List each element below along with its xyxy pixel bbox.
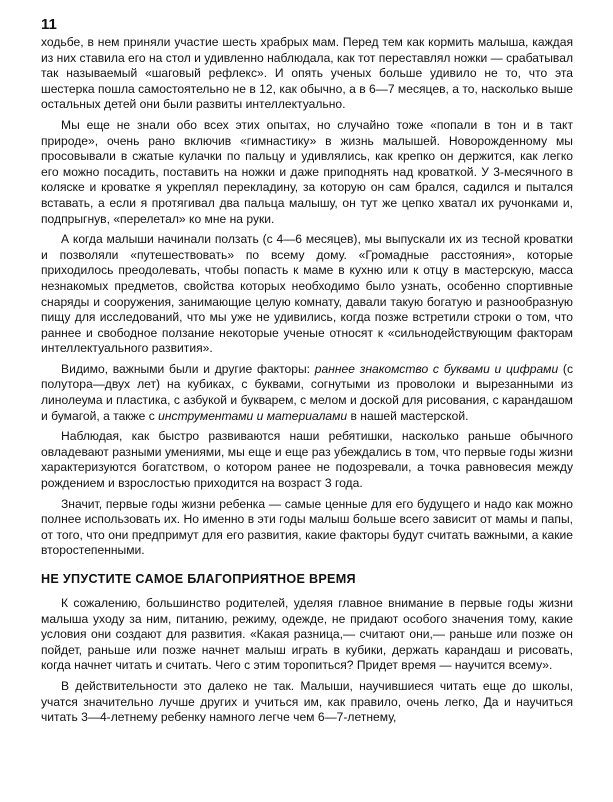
paragraph-factors xyxy=(41,362,573,424)
page-number: 11 xyxy=(41,16,57,33)
factors-text-3: в нашей мастерской. xyxy=(347,408,469,423)
factors-text-1: Видимо, важными были и другие факторы: xyxy=(61,361,315,376)
paragraph-crawling: А когда малыши начинали ползать (с 4—6 месяцев), мы выпускали их из тесной кроватки и позволяли «путешествовать» по всему дому. «Громадные расстояния», которые приходилось преодолевать, чтобы попасть к маме в кухню или к отцу в мастерскую, масса незнакомых предметов, свойства которых необходимо было узнать, особенно спортивные снаряды и сооружения, занимающие целую комнату, давали такую богатую и разнообразную пищу для исследований, что мы уже не удивились, когда позже встретили строки о том, что раннее и свободное ползание некоторые ученые относят к «сильнодействующим факторам интеллектуального развития». xyxy=(41,232,573,356)
factors-text-2: (с полутора—двух лет) на кубиках, с буквами, согнутыми из проволоки и вырезанными из линолеума и пластика, с азбукой и букварем, с мелом и доской для рисования, с карандашом и бумагой, а также с xyxy=(41,361,574,423)
paragraph-parents: К сожалению, большинство родителей, уделяя главное внимание в первые годы жизни малыша уходу за ним, питанию, режиму, одежде, не придают особого значения тому, какие условия они создают для развития. «Какая разница,— считают они,— раньше или позже он пойдет, раньше или позже начнет малыш играть в кубики, держать карандаш и рисовать, когда начнет читать и считать. Чего с этим торопиться? Придет время — научится всему». xyxy=(41,596,573,673)
paragraph-observation: Наблюдая, как быстро развиваются наши ребятишки, насколько раньше обычного овладевают разными умениями, мы еще и еще раз убеждались в том, что первые годы жизни характеризуются богатством, о котором ранее не подозревали, а точка равновесия между рождением и взрослостью приходится на возраст 3 года. xyxy=(41,429,573,491)
factors-emphasis-tools: инструментами и материалами xyxy=(158,408,348,423)
section-heading: НЕ УПУСТИТЕ САМОЕ БЛАГОПРИЯТНОЕ ВРЕМЯ xyxy=(41,572,356,586)
paragraph-gymnastics: Мы еще не знали обо всех этих опытах, но случайно тоже «попали в тон и в такт природе», очень рано включив «гимнастику» в жизнь малышей. Новорожденному мы просовывали в сжатые кулачки по пальцу и удивлялись, как крепко он держится, как легко его можно посадить, поставить на ножки и даже приподнять над кроваткой. У 3-месячного в коляске и кроватке я укреплял перекладину, за которую он сам брался, садился и пытался вставать, а если я протягивал два пальца малышу, он тут же цепко хватал их ручонками и, подпрыгнув, «перелетал» ко мне на руки. xyxy=(41,117,573,226)
factors-emphasis-letters: раннее знакомство с буквами и цифрами xyxy=(314,361,559,376)
paragraph-continued: ходьбе, в нем приняли участие шесть храбрых мам. Перед тем как кормить малыша, каждая из них ставила его на стол и удивленно наблюдала, как тот переставлял ножки — срабатывал так называемый «шаговый рефлекс». И опять ученых больше удивило не то, что эта шестерка пошла самостоятельно не в 12, как обычно, а в 6—7 месяцев, а то, насколько выше остальных детей они были развиты интеллектуально. xyxy=(41,35,573,112)
paragraph-reality: В действительности это далеко не так. Малыши, научившиеся читать еще до школы, учатся значительно лучше других и учиться им, как правило, очень легко, Да и научиться читать 3—4-летнему ребенку намного легче чем 6—7-летнему, xyxy=(41,678,573,725)
paragraph-first-years: Значит, первые годы жизни ребенка — самые ценные для его будущего и надо как можно полнее использовать их. Но именно в эти годы малыш больше всего зависит от мамы и папы, от того, что они предпримут для его развития, какие факторы будут считать важными, а какие второстепенными. xyxy=(41,496,573,558)
